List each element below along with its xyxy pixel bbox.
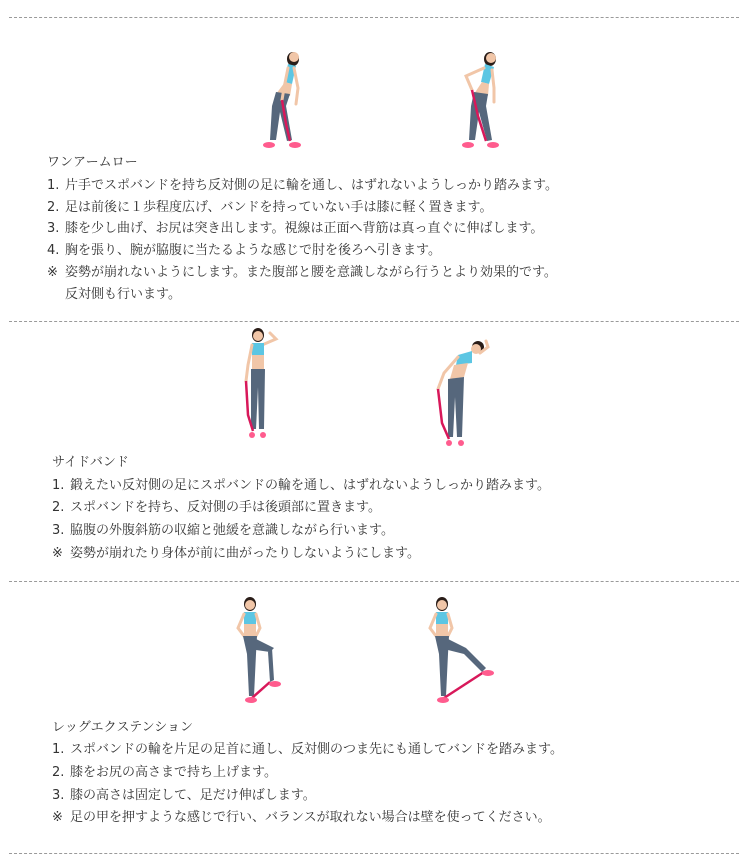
step-text: スポバンドの輪を片足の足首に通し、反対側のつま先にも通してバンドを踏みます。 bbox=[70, 742, 563, 757]
note-step bbox=[52, 810, 551, 826]
instruction-step bbox=[47, 178, 558, 194]
exercise-title: レッグエクステンション bbox=[52, 720, 193, 735]
section-divider bbox=[9, 853, 739, 854]
note-continuation bbox=[47, 287, 181, 303]
exercise-figure bbox=[462, 52, 499, 148]
instruction-step bbox=[52, 788, 316, 804]
exercise-figure bbox=[246, 328, 276, 438]
step-text: 足の甲を押すような感じで行い、バランスが取れない場合は壁を使ってください。 bbox=[70, 810, 551, 825]
section-divider bbox=[9, 321, 739, 322]
step-number: 2. bbox=[52, 765, 65, 780]
instruction-step bbox=[47, 221, 543, 237]
instruction-step bbox=[47, 200, 492, 216]
step-number: 1. bbox=[52, 742, 65, 757]
one-arm-row-start-illustration bbox=[250, 44, 320, 156]
step-text: 姿勢が崩れないようにします。また腹部と腰を意識しながら行うとより効果的です。 bbox=[65, 265, 557, 280]
step-number: 4. bbox=[47, 243, 60, 258]
step-number: 3. bbox=[47, 221, 60, 236]
step-text: 膝を少し曲げ、お尻は突き出します。視線は正面へ背筋は真っ直ぐに伸ばします。 bbox=[65, 221, 544, 236]
step-text: 姿勢が崩れたり身体が前に曲がったりしないようにします。 bbox=[70, 546, 420, 561]
step-text: 膝の高さは固定して、足だけ伸ばします。 bbox=[70, 788, 316, 803]
section-divider bbox=[9, 17, 739, 18]
step-text: スポバンドを持ち、反対側の手は後頭部に置きます。 bbox=[70, 500, 381, 515]
step-text: 足は前後に１歩程度広げ、バンドを持っていない手は膝に軽く置きます。 bbox=[65, 200, 493, 215]
step-text: 反対側も行います。 bbox=[65, 287, 181, 302]
instruction-step bbox=[47, 243, 441, 259]
exercise-title: ワンアームロー bbox=[47, 155, 138, 170]
instruction-step bbox=[52, 478, 550, 494]
step-text: 鍛えたい反対側の足にスポバンドの輪を通し、はずれないようしっかり踏みます。 bbox=[70, 478, 550, 493]
exercise-figure bbox=[238, 597, 281, 703]
note-mark: ※ bbox=[47, 265, 58, 280]
step-number: 3. bbox=[52, 788, 65, 803]
step-number: 1. bbox=[47, 178, 60, 193]
step-number: 2. bbox=[47, 200, 60, 215]
exercise-figure bbox=[263, 52, 301, 148]
leg-extension-extended-illustration bbox=[424, 594, 498, 708]
leg-extension-start-illustration bbox=[230, 594, 290, 708]
step-text: 膝をお尻の高さまで持ち上げます。 bbox=[70, 765, 277, 780]
section-divider bbox=[9, 581, 739, 582]
side-bend-lean-illustration bbox=[428, 333, 496, 449]
step-number: 2. bbox=[52, 500, 65, 515]
step-text: 片手でスポバンドを持ち反対側の足に輪を通し、はずれないようしっかり踏みます。 bbox=[65, 178, 558, 193]
note-mark: ※ bbox=[52, 546, 63, 561]
instruction-step bbox=[52, 500, 381, 516]
note-mark: ※ bbox=[52, 810, 63, 825]
exercise-title: サイドバンド bbox=[52, 455, 129, 470]
one-arm-row-pull-illustration bbox=[448, 46, 520, 156]
side-bend-start-illustration bbox=[236, 325, 286, 449]
step-number: 3. bbox=[52, 523, 65, 538]
step-text: 脇腹の外腹斜筋の収縮と弛緩を意識しながら行います。 bbox=[70, 523, 394, 538]
step-number: 1. bbox=[52, 478, 65, 493]
exercise-figure bbox=[430, 597, 494, 703]
instruction-step bbox=[52, 765, 277, 781]
exercise-figure bbox=[438, 341, 488, 446]
note-step bbox=[52, 546, 420, 562]
instruction-step bbox=[52, 523, 394, 539]
note-step bbox=[47, 265, 557, 281]
instruction-step bbox=[52, 742, 563, 758]
step-text: 胸を張り、腕が脇腹に当たるような感じで肘を後ろへ引きます。 bbox=[65, 243, 441, 258]
